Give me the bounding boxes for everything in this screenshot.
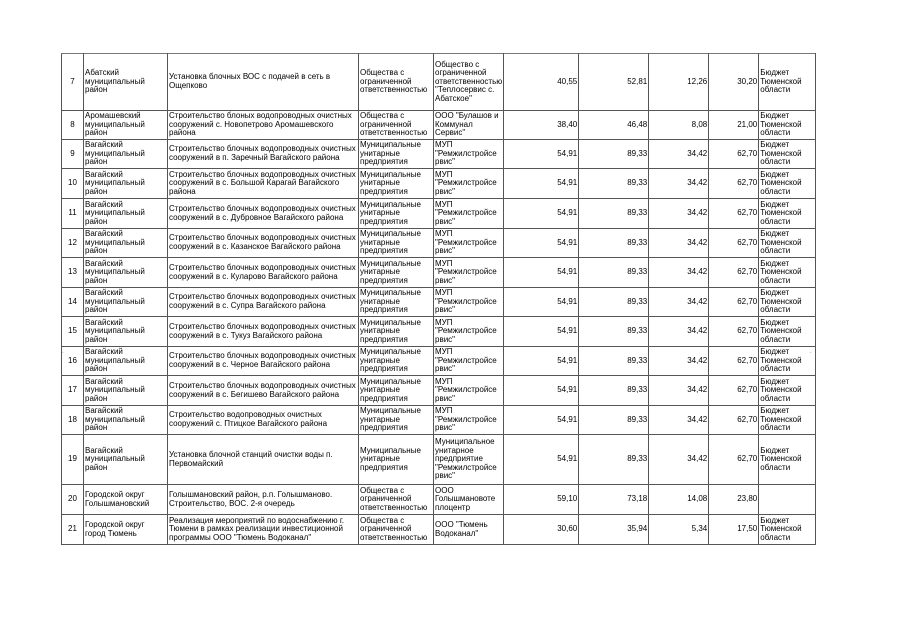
row-number-cell: 9 [62, 140, 84, 169]
value-4-cell: 62,70 [709, 169, 759, 199]
row-number-cell: 10 [62, 169, 84, 199]
project-cell: Строительство блочных водопроводных очистных сооружений в с. Куларово Вагайского района [168, 258, 359, 288]
org-form-cell: Общества с ограниченной ответственностью [359, 515, 434, 545]
project-cell: Строительство блоных водопроводных очистных сооружений с. Новопетрово Аромашевского района [168, 111, 359, 140]
value-1-cell: 54,91 [504, 229, 579, 258]
project-cell: Голышмановский район, р.п. Голышманово. Строительство, ВОС. 2-я очередь [168, 485, 359, 515]
value-3-cell: 12,26 [649, 54, 709, 111]
value-1-cell: 54,91 [504, 406, 579, 435]
value-4-cell: 62,70 [709, 376, 759, 406]
district-cell: Вагайский муниципальный район [84, 347, 168, 376]
org-form-cell: Муниципальные унитарные предприятия [359, 258, 434, 288]
org-form-cell: Общества с ограниченной ответственностью [359, 485, 434, 515]
district-cell: Вагайский муниципальный район [84, 140, 168, 169]
value-4-cell: 62,70 [709, 406, 759, 435]
table-row [62, 229, 816, 258]
table-row [62, 169, 816, 199]
value-3-cell: 34,42 [649, 288, 709, 317]
org-form-cell: Общества с ограниченной ответственностью [359, 54, 434, 111]
row-number-cell: 21 [62, 515, 84, 545]
row-number-cell: 8 [62, 111, 84, 140]
value-3-cell: 34,42 [649, 347, 709, 376]
row-number-cell: 11 [62, 199, 84, 229]
organization-cell: МУП "Ремжилстройсе рвис" [434, 199, 504, 229]
page-mark-right: . [810, 349, 812, 355]
value-1-cell: 54,91 [504, 169, 579, 199]
value-2-cell: 89,33 [579, 229, 649, 258]
row-number-cell: 15 [62, 317, 84, 347]
funding-source-cell: Бюджет Тюменской области [759, 347, 816, 376]
org-form-cell: Муниципальные унитарные предприятия [359, 229, 434, 258]
value-3-cell: 34,42 [649, 229, 709, 258]
value-1-cell: 54,91 [504, 376, 579, 406]
organization-cell: Муниципальное унитарное предприятие "Ремжилстройсе рвис" [434, 435, 504, 485]
org-form-cell: Муниципальные унитарные предприятия [359, 435, 434, 485]
project-cell: Строительство водопроводных очистных сооружений с. Птицкое Вагайского района [168, 406, 359, 435]
value-3-cell: 34,42 [649, 435, 709, 485]
value-4-cell: 30,20 [709, 54, 759, 111]
district-cell: Вагайский муниципальный район [84, 288, 168, 317]
value-4-cell: 62,70 [709, 229, 759, 258]
value-2-cell: 46,48 [579, 111, 649, 140]
value-4-cell: 62,70 [709, 288, 759, 317]
district-cell: Вагайский муниципальный район [84, 317, 168, 347]
table-row [62, 347, 816, 376]
data-table [61, 53, 816, 545]
value-4-cell: 23,80 [709, 485, 759, 515]
org-form-cell: Муниципальные унитарные предприятия [359, 406, 434, 435]
value-3-cell: 8,08 [649, 111, 709, 140]
value-1-cell: 54,91 [504, 347, 579, 376]
district-cell: Аромашевский муниципальный район [84, 111, 168, 140]
funding-source-cell: Бюджет Тюменской области [759, 317, 816, 347]
value-3-cell: 34,42 [649, 317, 709, 347]
table-row [62, 258, 816, 288]
table-row [62, 376, 816, 406]
funding-source-cell: Бюджет Тюменской области [759, 515, 816, 545]
district-cell: Городской округ Голышмановский [84, 485, 168, 515]
district-cell: Вагайский муниципальный район [84, 376, 168, 406]
project-cell: Строительство блочных водопроводных очистных сооружений в с. Дубровное Вагайского района [168, 199, 359, 229]
organization-cell: МУП "Ремжилстройсе рвис" [434, 376, 504, 406]
value-1-cell: 30,60 [504, 515, 579, 545]
value-1-cell: 54,91 [504, 435, 579, 485]
value-4-cell: 62,70 [709, 435, 759, 485]
funding-source-cell: Бюджет Тюменской области [759, 54, 816, 111]
project-cell: Установка блочных ВОС с подачей в сеть в Ощепково [168, 54, 359, 111]
organization-cell: МУП "Ремжилстройсе рвис" [434, 229, 504, 258]
org-form-cell: Муниципальные унитарные предприятия [359, 376, 434, 406]
value-2-cell: 52,81 [579, 54, 649, 111]
value-1-cell: 54,91 [504, 199, 579, 229]
funding-source-cell: Бюджет Тюменской области [759, 288, 816, 317]
organization-cell: МУП "Ремжилстройсе рвис" [434, 406, 504, 435]
table-row [62, 140, 816, 169]
value-2-cell: 89,33 [579, 406, 649, 435]
funding-source-cell: Бюджет Тюменской области [759, 111, 816, 140]
funding-source-cell: Бюджет Тюменской области [759, 229, 816, 258]
row-number-cell: 14 [62, 288, 84, 317]
table-body [62, 54, 816, 545]
org-form-cell: Муниципальные унитарные предприятия [359, 317, 434, 347]
district-cell: Вагайский муниципальный район [84, 258, 168, 288]
value-3-cell: 34,42 [649, 258, 709, 288]
value-2-cell: 89,33 [579, 347, 649, 376]
table-row [62, 485, 816, 515]
row-number-cell: 18 [62, 406, 84, 435]
district-cell: Вагайский муниципальный район [84, 169, 168, 199]
project-cell: Строительство блочных водопроводных очистных сооружений в с. Черное Вагайского района [168, 347, 359, 376]
district-cell: Вагайский муниципальный район [84, 406, 168, 435]
organization-cell: Общество с ограниченной ответственностью "Теплосервис с. Абатское" [434, 54, 504, 111]
funding-source-cell: Бюджет Тюменской области [759, 199, 816, 229]
value-3-cell: 34,42 [649, 169, 709, 199]
funding-source-cell: Бюджет Тюменской области [759, 258, 816, 288]
value-1-cell: 54,91 [504, 288, 579, 317]
funding-source-cell: Бюджет Тюменской области [759, 140, 816, 169]
district-cell: Вагайский муниципальный район [84, 229, 168, 258]
value-1-cell: 40,55 [504, 54, 579, 111]
organization-cell: МУП "Ремжилстройсе рвис" [434, 317, 504, 347]
project-cell: Строительство блочных водопроводных очистных сооружений в с. Большой Карагай Вагайского района [168, 169, 359, 199]
organization-cell: МУП "Ремжилстройсе рвис" [434, 258, 504, 288]
row-number-cell: 7 [62, 54, 84, 111]
value-2-cell: 89,33 [579, 140, 649, 169]
value-4-cell: 62,70 [709, 258, 759, 288]
value-4-cell: 62,70 [709, 140, 759, 169]
table-row [62, 515, 816, 545]
value-2-cell: 89,33 [579, 169, 649, 199]
funding-source-cell: Бюджет Тюменской области [759, 169, 816, 199]
value-3-cell: 34,42 [649, 199, 709, 229]
value-1-cell: 54,91 [504, 140, 579, 169]
value-3-cell: 5,34 [649, 515, 709, 545]
project-cell: Строительство блочных водопроводных очистных сооружений в с. Бегишево Вагайского района [168, 376, 359, 406]
district-cell: Вагайский муниципальный район [84, 435, 168, 485]
value-2-cell: 73,18 [579, 485, 649, 515]
organization-cell: ООО Голышмановоте плоцентр [434, 485, 504, 515]
project-cell: Строительство блочных водопроводных очистных сооружений в с. Супра Вагайского района [168, 288, 359, 317]
table-row [62, 111, 816, 140]
district-cell: Городской округ город Тюмень [84, 515, 168, 545]
value-4-cell: 17,50 [709, 515, 759, 545]
value-2-cell: 89,33 [579, 435, 649, 485]
org-form-cell: Муниципальные унитарные предприятия [359, 169, 434, 199]
value-2-cell: 89,33 [579, 317, 649, 347]
value-1-cell: 38,40 [504, 111, 579, 140]
project-cell: Строительство блочных водопроводных очистных сооружений в п. Заречный Вагайского района [168, 140, 359, 169]
value-4-cell: 62,70 [709, 347, 759, 376]
row-number-cell: 13 [62, 258, 84, 288]
funding-source-cell: Бюджет Тюменской области [759, 406, 816, 435]
value-2-cell: 35,94 [579, 515, 649, 545]
org-form-cell: Муниципальные унитарные предприятия [359, 288, 434, 317]
organization-cell: МУП "Ремжилстройсе рвис" [434, 347, 504, 376]
value-1-cell: 54,91 [504, 258, 579, 288]
district-cell: Вагайский муниципальный район [84, 199, 168, 229]
value-4-cell: 62,70 [709, 199, 759, 229]
table-row [62, 435, 816, 485]
value-2-cell: 89,33 [579, 199, 649, 229]
org-form-cell: Общества с ограниченной ответственностью [359, 111, 434, 140]
organization-cell: МУП "Ремжилстройсе рвис" [434, 140, 504, 169]
value-3-cell: 14,08 [649, 485, 709, 515]
value-3-cell: 34,42 [649, 140, 709, 169]
funding-source-cell: Бюджет Тюменской области [759, 376, 816, 406]
value-1-cell: 54,91 [504, 317, 579, 347]
value-2-cell: 89,33 [579, 288, 649, 317]
value-3-cell: 34,42 [649, 406, 709, 435]
value-1-cell: 59,10 [504, 485, 579, 515]
project-cell: Строительство блочных водопроводных очистных сооружений в с. Тукуз Вагайского района [168, 317, 359, 347]
funding-source-cell: Бюджет Тюменской области [759, 435, 816, 485]
organization-cell: ООО "Тюмень Водоканал" [434, 515, 504, 545]
row-number-cell: 12 [62, 229, 84, 258]
table-row [62, 317, 816, 347]
row-number-cell: 16 [62, 347, 84, 376]
table-row [62, 288, 816, 317]
project-cell: Установка блочной станций очистки воды п. Первомайский [168, 435, 359, 485]
organization-cell: МУП "Ремжилстройсе рвис" [434, 288, 504, 317]
page-mark-left: . [62, 349, 64, 355]
table-row [62, 199, 816, 229]
funding-source-cell [759, 485, 816, 515]
org-form-cell: Муниципальные унитарные предприятия [359, 347, 434, 376]
row-number-cell: 20 [62, 485, 84, 515]
row-number-cell: 19 [62, 435, 84, 485]
district-cell: Абатский муниципальный район [84, 54, 168, 111]
project-cell: Реализация мероприятий по водоснабжению г. Тюмени в рамках реализации инвестиционной программы ООО "Тюмень Водоканал" [168, 515, 359, 545]
value-2-cell: 89,33 [579, 376, 649, 406]
value-4-cell: 62,70 [709, 317, 759, 347]
organization-cell: ООО "Булашов и Коммунал Сервис" [434, 111, 504, 140]
organization-cell: МУП "Ремжилстройсе рвис" [434, 169, 504, 199]
value-3-cell: 34,42 [649, 376, 709, 406]
org-form-cell: Муниципальные унитарные предприятия [359, 140, 434, 169]
value-4-cell: 21,00 [709, 111, 759, 140]
value-2-cell: 89,33 [579, 258, 649, 288]
project-cell: Строительство блочных водопроводных очистных сооружений в с. Казанское Вагайского района [168, 229, 359, 258]
table-row [62, 54, 816, 111]
org-form-cell: Муниципальные унитарные предприятия [359, 199, 434, 229]
row-number-cell: 17 [62, 376, 84, 406]
table-row [62, 406, 816, 435]
